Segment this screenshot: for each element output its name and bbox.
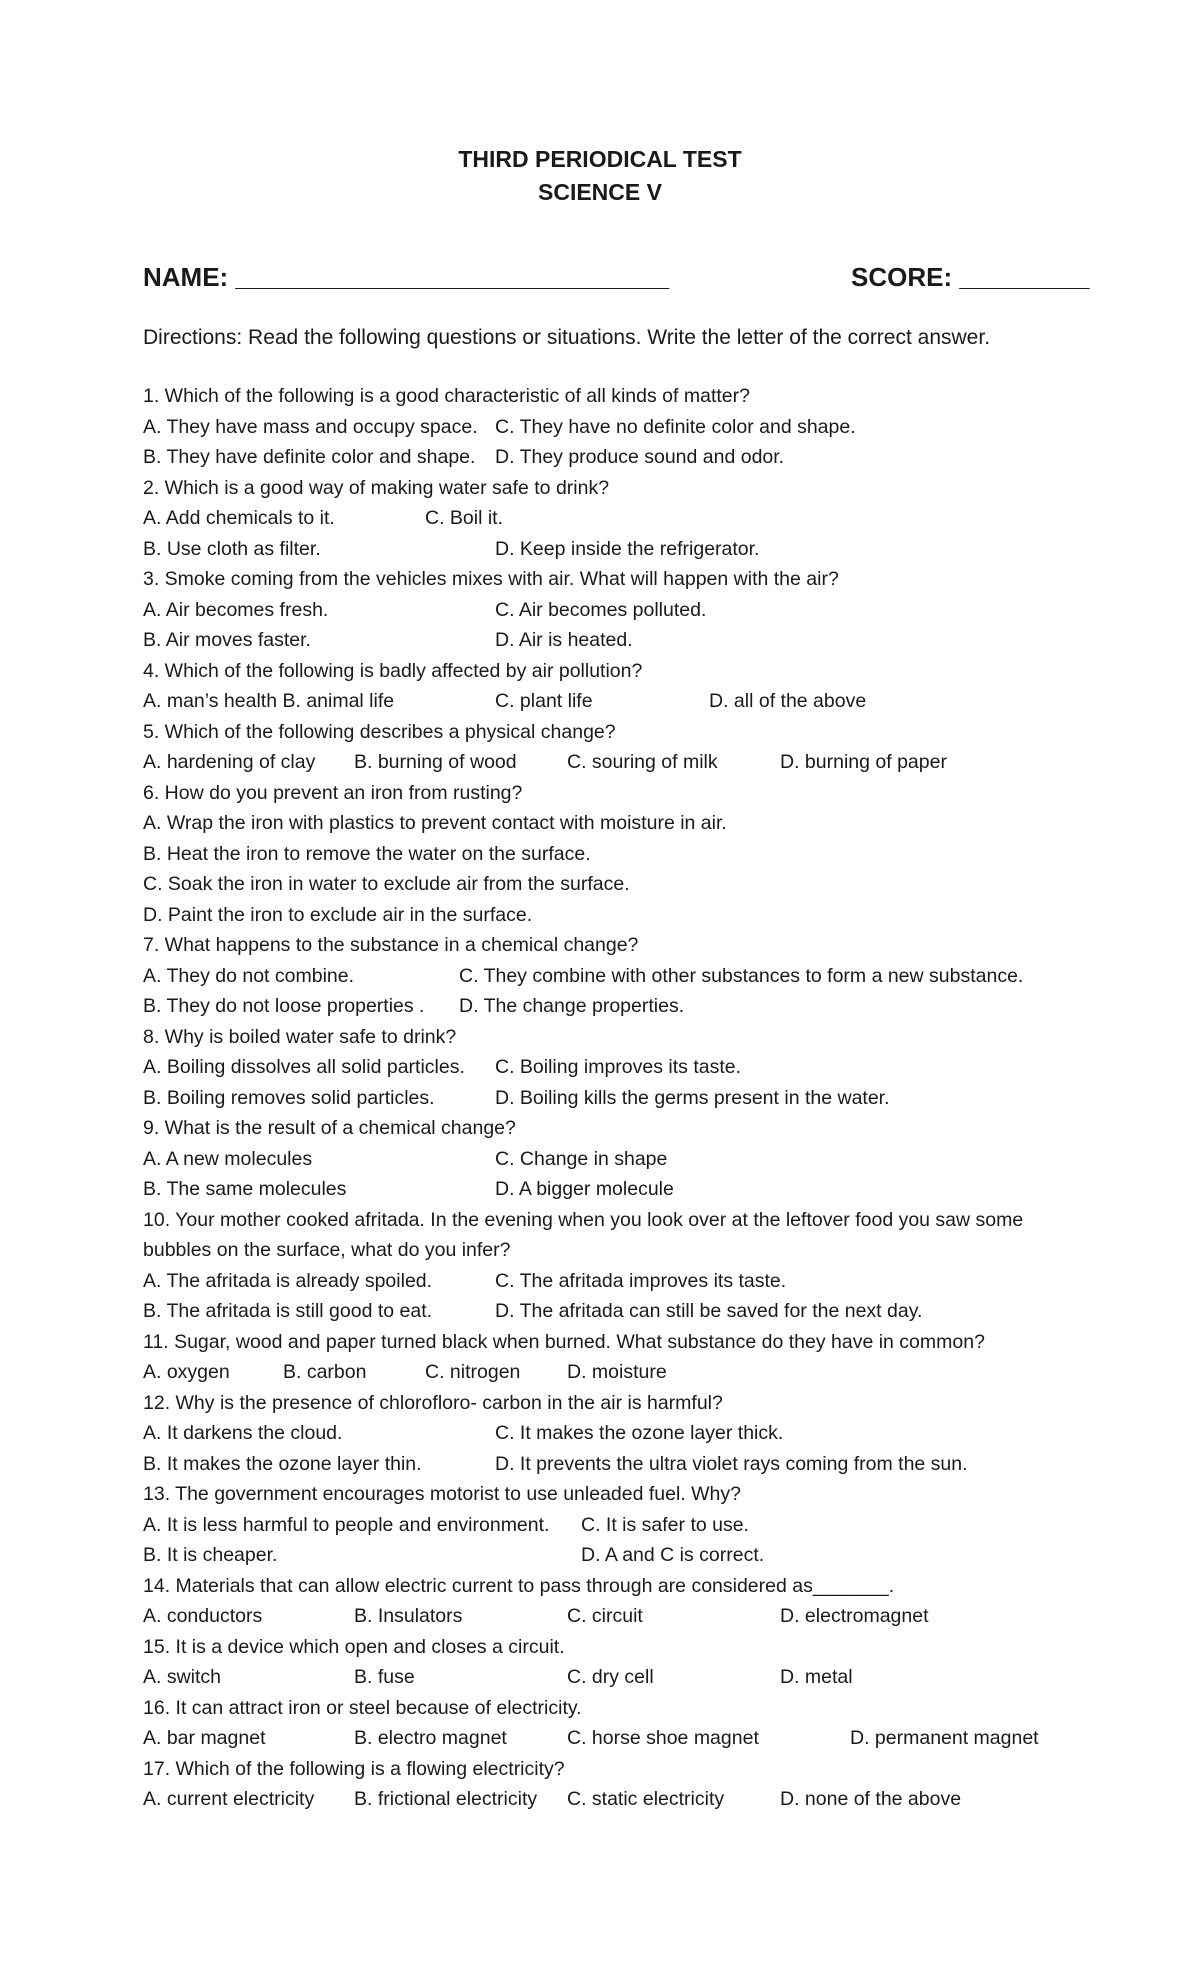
answer-choice: C. Air becomes polluted. bbox=[495, 599, 707, 621]
question-text: 10. Your mother cooked afritada. In the evening when you look over at the leftover food you saw some bbox=[143, 1209, 1024, 1231]
name-field-label: NAME: ______________________________ bbox=[143, 262, 670, 292]
answer-choice: A. bar magnet bbox=[143, 1727, 266, 1749]
answer-choice: B. Use cloth as filter. bbox=[143, 538, 321, 560]
answer-choice: A. oxygen bbox=[143, 1361, 230, 1383]
answer-choices-row bbox=[0, 506, 1200, 532]
answer-choices-row bbox=[0, 842, 1200, 868]
answer-choice: B. Air moves faster. bbox=[143, 629, 311, 651]
score-field-label: SCORE: _________ bbox=[851, 262, 1090, 292]
answer-choice: A. Add chemicals to it. bbox=[143, 507, 335, 529]
answer-choices-row bbox=[0, 1299, 1200, 1325]
answer-choice: A. The afritada is already spoiled. bbox=[143, 1270, 433, 1292]
answer-choice: C. plant life bbox=[495, 690, 593, 712]
question-text: 14. Materials that can allow electric current to pass through are considered as_______. bbox=[143, 1575, 895, 1597]
question-stem bbox=[0, 1025, 1200, 1051]
answer-choices-row bbox=[0, 811, 1200, 837]
answer-choice: D. moisture bbox=[567, 1361, 667, 1383]
answer-choice: D. Air is heated. bbox=[495, 629, 633, 651]
answer-choices-row bbox=[0, 628, 1200, 654]
question-text: 16. It can attract iron or steel because of electricity. bbox=[143, 1697, 582, 1719]
question-text: 2. Which is a good way of making water safe to drink? bbox=[143, 477, 610, 499]
answer-choices-row bbox=[0, 1726, 1200, 1752]
answer-choices-row bbox=[0, 1086, 1200, 1112]
answer-choice: C. Soak the iron in water to exclude air from the surface. bbox=[143, 873, 630, 895]
answer-choice: A. conductors bbox=[143, 1605, 263, 1627]
answer-choice: C. nitrogen bbox=[425, 1361, 521, 1383]
answer-choice: B. Boiling removes solid particles. bbox=[143, 1087, 435, 1109]
question-stem bbox=[0, 1482, 1200, 1508]
question-text: 13. The government encourages motorist to use unleaded fuel. Why? bbox=[143, 1483, 741, 1505]
answer-choice: C. Boil it. bbox=[425, 507, 504, 529]
answer-choices-row bbox=[0, 1787, 1200, 1813]
question-stem bbox=[0, 384, 1200, 410]
answer-choice: C. It is safer to use. bbox=[581, 1514, 749, 1536]
question-text: 6. How do you prevent an iron from rusting? bbox=[143, 782, 523, 804]
answer-choice: A. hardening of clay bbox=[143, 751, 316, 773]
subject-title: SCIENCE V bbox=[538, 179, 662, 205]
answer-choice: D. It prevents the ultra violet rays coming from the sun. bbox=[495, 1453, 968, 1475]
answer-choice: B. It is cheaper. bbox=[143, 1544, 278, 1566]
question-text: 8. Why is boiled water safe to drink? bbox=[143, 1026, 457, 1048]
answer-choice: D. A bigger molecule bbox=[495, 1178, 674, 1200]
answer-choices-row bbox=[0, 1238, 1200, 1264]
answer-choices-row bbox=[0, 1360, 1200, 1386]
answer-choice: D. Boiling kills the germs present in the water. bbox=[495, 1087, 890, 1109]
answer-choice: B. frictional electricity bbox=[354, 1788, 538, 1810]
answer-choice: A. switch bbox=[143, 1666, 222, 1688]
question-stem bbox=[0, 1574, 1200, 1600]
answer-choice: D. They produce sound and odor. bbox=[495, 446, 785, 468]
question-text: 11. Sugar, wood and paper turned black when burned. What substance do they have in common? bbox=[143, 1331, 985, 1353]
question-stem bbox=[0, 1757, 1200, 1783]
answer-choice: B. carbon bbox=[283, 1361, 367, 1383]
question-stem bbox=[0, 1116, 1200, 1142]
question-stem bbox=[0, 933, 1200, 959]
answer-choice: B. Insulators bbox=[354, 1605, 463, 1627]
answer-choice: C. The afritada improves its taste. bbox=[495, 1270, 787, 1292]
answer-choice: D. all of the above bbox=[709, 690, 867, 712]
answer-choices-row bbox=[0, 1452, 1200, 1478]
answer-choice: B. They do not loose properties . bbox=[143, 995, 425, 1017]
answer-choices-row bbox=[0, 1269, 1200, 1295]
answer-choices-row bbox=[0, 903, 1200, 929]
answer-choices-row bbox=[0, 1421, 1200, 1447]
answer-choice: C. horse shoe magnet bbox=[567, 1727, 759, 1749]
answer-choices-row bbox=[0, 1055, 1200, 1081]
answer-choice: C. circuit bbox=[567, 1605, 643, 1627]
answer-choices-row bbox=[0, 872, 1200, 898]
answer-choice: A. Boiling dissolves all solid particles. bbox=[143, 1056, 465, 1078]
answer-choices-row bbox=[0, 1543, 1200, 1569]
answer-choice: B. electro magnet bbox=[354, 1727, 507, 1749]
answer-choice: B. fuse bbox=[354, 1666, 415, 1688]
question-text: 9. What is the result of a chemical change? bbox=[143, 1117, 516, 1139]
question-stem bbox=[0, 659, 1200, 685]
directions-text: Directions: Read the following questions or situations. Write the letter of the correct answer. bbox=[143, 326, 991, 349]
question-text: 15. It is a device which open and closes a circuit. bbox=[143, 1636, 565, 1658]
answer-choice: D. The change properties. bbox=[459, 995, 685, 1017]
answer-choice: C. Boiling improves its taste. bbox=[495, 1056, 742, 1078]
answer-choice: A. They have mass and occupy space. bbox=[143, 416, 478, 438]
answer-choice: B. The afritada is still good to eat. bbox=[143, 1300, 433, 1322]
question-text: 4. Which of the following is badly affected by air pollution? bbox=[143, 660, 643, 682]
test-title: THIRD PERIODICAL TEST bbox=[458, 146, 742, 172]
answer-choices-row bbox=[0, 1147, 1200, 1173]
question-text: 7. What happens to the substance in a chemical change? bbox=[143, 934, 639, 956]
answer-choice: C. They combine with other substances to form a new substance. bbox=[459, 965, 1024, 987]
answer-choice: D. The afritada can still be saved for the next day. bbox=[495, 1300, 923, 1322]
answer-choices-row bbox=[0, 689, 1200, 715]
answer-choices-row bbox=[0, 750, 1200, 776]
answer-choice: A. A new molecules bbox=[143, 1148, 313, 1170]
question-stem bbox=[0, 567, 1200, 593]
question-stem bbox=[0, 1330, 1200, 1356]
question-text: 1. Which of the following is a good characteristic of all kinds of matter? bbox=[143, 385, 750, 407]
answer-choices-row bbox=[0, 415, 1200, 441]
question-stem bbox=[0, 1391, 1200, 1417]
answer-choice: A. Wrap the iron with plastics to prevent contact with moisture in air. bbox=[143, 812, 727, 834]
answer-choice: D. Keep inside the refrigerator. bbox=[495, 538, 760, 560]
answer-choices-row bbox=[0, 1513, 1200, 1539]
answer-choice: C. static electricity bbox=[567, 1788, 725, 1810]
answer-choices-row bbox=[0, 1604, 1200, 1630]
answer-choice: bubbles on the surface, what do you infer? bbox=[143, 1239, 511, 1261]
answer-choice: C. It makes the ozone layer thick. bbox=[495, 1422, 784, 1444]
answer-choice: A. man’s health B. animal life bbox=[143, 690, 395, 712]
answer-choice: B. The same molecules bbox=[143, 1178, 347, 1200]
answer-choices-row bbox=[0, 445, 1200, 471]
answer-choice: C. souring of milk bbox=[567, 751, 718, 773]
answer-choice: A. They do not combine. bbox=[143, 965, 355, 987]
answer-choice: B. It makes the ozone layer thin. bbox=[143, 1453, 422, 1475]
answer-choice: D. Paint the iron to exclude air in the surface. bbox=[143, 904, 533, 926]
answer-choice: C. They have no definite color and shape. bbox=[495, 416, 856, 438]
answer-choice: B. They have definite color and shape. bbox=[143, 446, 476, 468]
answer-choices-row bbox=[0, 1177, 1200, 1203]
answer-choices-row bbox=[0, 598, 1200, 624]
answer-choice: D. burning of paper bbox=[780, 751, 947, 773]
answer-choices-row bbox=[0, 1665, 1200, 1691]
answer-choice: C. dry cell bbox=[567, 1666, 654, 1688]
question-text: 17. Which of the following is a flowing electricity? bbox=[143, 1758, 565, 1780]
answer-choice: A. It darkens the cloud. bbox=[143, 1422, 343, 1444]
answer-choice: B. Heat the iron to remove the water on the surface. bbox=[143, 843, 591, 865]
question-text: 5. Which of the following describes a physical change? bbox=[143, 721, 616, 743]
answer-choice: D. A and C is correct. bbox=[581, 1544, 765, 1566]
answer-choice: D. permanent magnet bbox=[850, 1727, 1039, 1749]
answer-choice: A. It is less harmful to people and environment. bbox=[143, 1514, 550, 1536]
answer-choice: D. none of the above bbox=[780, 1788, 962, 1810]
question-stem bbox=[0, 1635, 1200, 1661]
question-text: 3. Smoke coming from the vehicles mixes with air. What will happen with the air? bbox=[143, 568, 839, 590]
answer-choice: A. Air becomes fresh. bbox=[143, 599, 329, 621]
question-stem bbox=[0, 1696, 1200, 1722]
answer-choice: C. Change in shape bbox=[495, 1148, 668, 1170]
answer-choices-row bbox=[0, 964, 1200, 990]
answer-choices-row bbox=[0, 994, 1200, 1020]
question-text: 12. Why is the presence of chlorofloro- carbon in the air is harmful? bbox=[143, 1392, 723, 1414]
answer-choices-row bbox=[0, 537, 1200, 563]
answer-choice: B. burning of wood bbox=[354, 751, 517, 773]
question-stem bbox=[0, 720, 1200, 746]
answer-choice: D. metal bbox=[780, 1666, 853, 1688]
question-stem bbox=[0, 781, 1200, 807]
answer-choice: D. electromagnet bbox=[780, 1605, 929, 1627]
question-stem bbox=[0, 1208, 1200, 1234]
answer-choice: A. current electricity bbox=[143, 1788, 315, 1810]
question-stem bbox=[0, 476, 1200, 502]
